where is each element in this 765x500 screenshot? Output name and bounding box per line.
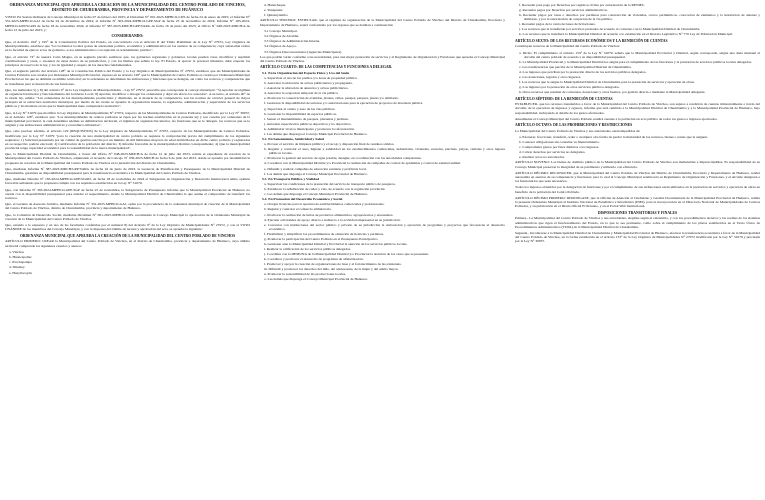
list-item: e. Realizar actos no autorizados. bbox=[519, 155, 565, 160]
list-item: k. Administrar viveros municipales y promover la reforestación. bbox=[264, 126, 355, 131]
article-6-intro: Constituyen recursos de la Municipalidad del Centro Poblado de Vinchos: bbox=[515, 44, 621, 49]
list-item: a. Supervisar el uso de los predios y/o áreas de propiedad pública. bbox=[264, 76, 358, 81]
considerando-paragraph: Que, mediante Informe Nº 387-2023-MDCH/GPP/VARG de fecha 16 de junio de 2023, la Gerencia de Planificación y Presupuesto de la Municipalidad Distrital de Churubamba, garantiza su disponibilidad presupuestal para la transferencia económica a la Municipalidad del Centro Poblado de Vinchos. bbox=[5, 166, 250, 175]
list-item: b. Regular y controlar el aseo, higiene y salubridad en los establecimientos comerciales, industriales, viviendas, escuelas, piscinas, playas, camales y otros lugares públicos locales. bbox=[264, 147, 505, 156]
list-item: i. Sanear el mantenimiento de parques, plazuelas y jardines. bbox=[264, 116, 349, 121]
list-item: e. Las donaciones, legados y otros ingresos. bbox=[519, 75, 582, 80]
list-item: o. Las demás que disponga el Concejo Municipal Provincial de Huánuco. bbox=[264, 277, 369, 282]
article-9: ARTÍCULO NOVENO: Los bienes de dominio público de la Municipalidad del Centro Poblado de Vinchos son inalienables e imprescriptibles. Es responsabilidad de su Concejo Municipal preservar la integridad de su patrimonio y utilizarlo con eficiencia. bbox=[515, 160, 760, 169]
list-item: f. Quisuaytambo bbox=[264, 13, 288, 18]
list-item: a. Dicho: El cumplimiento al artículo 133° de la Ley Nº 31079, señala que la Municipalidad Provincial y Distrital, según corresponda, asigna una dieta mensual al Alcalde del centro poblado de acuerdo a su disponibilidad presupuestal. bbox=[519, 50, 760, 59]
list-item: h. Otros recursos que resulten de convenios, donaciones y otros fuentes, por gestión directa o mediante la Municipalidad delegante. bbox=[519, 90, 706, 95]
list-item: b. Establecer la señalización de calles y vías, de acuerdo con la regulación provincial. bbox=[264, 186, 386, 191]
list-item: b. Contraer obligaciones sin consultar su financiamiento. bbox=[519, 140, 600, 145]
article-10-b: Todos los ingresos obtenidos por la delegación de funciones y por el cumplimiento de sus atribuciones serán utilizados en la prestación de servicios y ejecución de obras en beneficio de la población del Centro Poblado. bbox=[515, 185, 760, 194]
vistos-paragraph: VISTO: En Sesión Ordinaria de Concejo Municipal de fecha 07 de febrero del 2025; el Dictamen N° 001-2025-MPHCO-CDS de fecha 24 de enero de 2025; el Informe N° 331-2025-MPHCO-GAJ de fecha 04 de diciembre de 2024; el Informe Nº 303-2024-MPHCO-GPP-SGP de fecha 25 de noviembre de 2024; Informe N° 183-2024-MPHCO-GPP/SGOD de fecha 18 de noviembre 2024; el Informe Nº 387-2023-MDCH/GPP/VARG de fecha 16 de junio del 2023; el Oficio Nº 048-2023-MDCH/A de fecha 12 de julio del 2023; y; bbox=[5, 15, 250, 32]
list-item: b. Huancapallac bbox=[9, 255, 32, 260]
section-5-3-list bbox=[260, 182, 505, 196]
list-item: d. Huanchaque bbox=[264, 3, 286, 7]
article-8-intro: La Municipalidad del Centro Poblado de Vinchos y sus autoridades, están impedidas de: bbox=[515, 128, 641, 133]
list-item: g. Los ingresos por la prestación de otros servicios públicos delegados. bbox=[519, 85, 620, 90]
section-5-1: 5.1. En la Organización del Espacio Físico y Uso del Suelo bbox=[262, 70, 350, 75]
list-item: e. Huayllacayán bbox=[9, 270, 32, 275]
article-6-heading: ARTÍCULO SEXTO: DE LOS RECURSOS ECONÓMICOS Y LA RENDICIÓN DE CUENTAS bbox=[515, 38, 668, 43]
revenue-list bbox=[515, 3, 760, 37]
list-item: a. Exonerar, fraccionar, transferir, ceder o cualquier otra forma de perder la titularidad de los recursos, bienes o rentas que le asignen. bbox=[519, 135, 708, 140]
list-item: m. Difundir y promover los derechos del niño, del adolescente, de la mujer y del adulto mayor. bbox=[264, 267, 399, 272]
considerando-paragraph: Que, los numerales 5) y 8) del artículo 9° de la Ley Orgánica de Municipalidades – Ley N° 27972, prescribe que corresponde al concejo municipal: "5) Aprobar su régimen de organización interior y funcionamiento del Gobierno Local; 8) Aprobar, modificar o derogar las ordenanzas y dejar sin efecto los acuerdos". A su turno, el artículo 40° de la citada ley, señala: "Las ordenanzas de las municipalidades provinciales y distritales, en la materia de su competencia, son las normas de carácter general de mayor jerarquía en la estructura normativa municipal, por medio de las cuales se aprueba la organización interna, la regulación, administración y supervisión de los servicios públicos y las materias en las que la municipalidad tiene competencia normativa". bbox=[5, 87, 250, 109]
list-item: d. Shismay bbox=[9, 265, 25, 270]
document-title: ORDENANZA MUNICIPAL QUE APRUEBA LA CREACIÓN DE LA MUNICIPALIDAD DEL CENTRO POBLADO DE VINCHOS, DISTRITO DE CHURUBAMBA, PROVINCIA Y DEPARTAMENTO DE HUÁNUCO bbox=[9, 3, 246, 12]
considerando-paragraph: Que, estando a lo expuesto y en uso de las facultades conferidas por el numeral 8) del Artículo 9° de la Ley Orgánica de Municipalidades N° 27972, y con el VOTO UNÁNIME de los miembros del Concejo Municipal, y con la dispensa del trámite de lectura y aprobación del acta, se aprueba la siguiente: bbox=[5, 223, 250, 232]
list-item: a. Vinchos bbox=[9, 249, 24, 254]
article-7-heading: ARTÍCULO SÉPTIMO: DE LA RENDICIÓN DE CUENTAS bbox=[515, 96, 613, 101]
article-3: ARTÍCULO TERCERO: ESTIPULAR, que el régimen de organización de la Municipalidad del Centro Poblado de Vinchos del Distrito de Churubamba, Provincia y Departamento de Huánuco, estará conformado por los órganos que se detallan a continuación: bbox=[260, 18, 505, 27]
considerando-paragraph: Que, el Artículo 194° y 195° de la Constitución Política del Estado, en concordancia con el Artículo II del Título Preliminar de la Ley N° 27972, Ley Orgánica de Municipalidades, establece que "los Gobiernos locales gozan de autonomía política, económica y administrativa en los asuntos de su competencia; cuya autonomía radica en la facultad de ejercer actos de gobierno, actos administrativos con sujeción al ordenamiento jurídico". bbox=[5, 39, 250, 53]
list-item: k. Coordinar y promover el desarrollo de programas de alfabetización. bbox=[264, 257, 364, 262]
considerando-paragraph: Que, el artículo 74° de nuestra Carta Magna, en su segundo párrafo establece que, los gobiernos regionales y gobiernos locales pueden crear, modificar y suprimir contribuciones y tasas, o exonerar de éstas dentro de su jurisdicción, y con los límites que señala la ley. El Estado, al ejercer la potestad tributaria, debe respetar los principios de reserva de la ley, y los de igualdad y respeto de los derechos fundamentales. bbox=[5, 54, 250, 67]
considerando-paragraph: Que, la Comisión de Desarrollo Social, mediante Dictamen N° 001-2025-MPHCO-CDS, recomienda al Concejo Municipal la aprobación de la Ordenanza Municipal de creación de la Municipalidad del Centro Poblado de Vinchos. bbox=[5, 212, 250, 221]
article-7-text: ESTABLECER, que los recursos transferidos a favor de la Municipalidad del Centro Poblado de Vinchos, son sujetos a rendición de cuentas trimestralmente a través del Alcalde, de la ejecución de ingresos y egresos, informe que será remitido a la Municipalidad Distrital de Churubamba y a la Municipalidad Provincial de Huánuco, bajo responsabilidad, incluyendo el detalle de los gastos efectuados. bbox=[515, 102, 760, 115]
considerando-paragraphs bbox=[5, 40, 250, 231]
column-2 bbox=[260, 3, 505, 497]
list-item: g. Recaudar pagos por Derechos por servicios administrativos. bbox=[519, 8, 608, 13]
list-item: 3.3 Órganos de Administración Interna. bbox=[264, 39, 321, 44]
list-item: f. Las demás que disponga el Concejo Municipal Provincial de Huánuco. bbox=[264, 171, 368, 176]
list-item: 3.4 Órganos de Apoyo. bbox=[264, 44, 297, 49]
column-3 bbox=[515, 3, 760, 497]
article-1: ARTÍCULO PRIMERO: CREAR la Municipalidad del Centro Poblado de Vinchos, en el distrito de Churubamba, provincia y departamento de Huánuco, cuyo ámbito territorial comprende los siguientes caseríos y anexos: bbox=[5, 239, 250, 248]
dispositions-heading: DISPOSICIONES TRANSITORIAS Y FINALES bbox=[597, 210, 678, 215]
list-item: a. Proveer el servicio de limpieza pública y el recojo y disposición final de residuos sólidos. bbox=[264, 142, 395, 147]
list-item: h. Gestionar la disponibilidad de espacios públicos. bbox=[264, 111, 337, 116]
considerando-paragraph: Que, el segundo párrafo del artículo 128° de la Constitución Política del Estado y la Ley Orgánica de Municipalidades Nº 27972, establece que las Municipalidades de Centros Poblados son creadas por Ordenanza Municipal Provincial, expresa en su artículo 128° que la Municipalidad de Centro Poblado es creada por Ordenanza Municipal Provincial en las que se delimita su ámbito territorial; en la ordenanza se determinan las atribuciones y funciones que se delegan, así como los recursos y competencias que se transfieren para el desarrollo de sus funciones. bbox=[5, 69, 250, 86]
list-item: n. Promover la sostenibilidad de las producciones locales. bbox=[264, 272, 347, 277]
list-item: i. Realizar la calificación de los servicios públicos delegados. bbox=[264, 246, 352, 251]
disposition-1: Primera.- La Municipalidad del Centro Poblado de Vinchos y sus autoridades, elegidas según el calendario, y con los procedimientos técnicos y las normas de los sistemas administrativos que rigen el funcionamiento del Estado, en lo que le sea pertinente, como sobre el cumplimiento de los plazos establecidos en el Texto Único de Procedimientos Administrativos (TUPA) de la Municipalidad Distrital de Churubamba. bbox=[515, 216, 760, 229]
considerando-paragraph: Que, con Informe Nº 303-2024-MPHCO-GPP-SGP de fecha 25 de noviembre, la Subgerencia de Presupuesto informa que la Municipalidad Provincial de Huánuco no cuenta con la disponibilidad presupuestal para atender el requerimiento, siendo la Municipalidad Distrital de Churubamba la que asume el compromiso de transferir los recursos. bbox=[5, 187, 250, 200]
article-6-list bbox=[515, 51, 760, 95]
list-item: f. Recaudar para pago por Derechos por registros civiles por autorización de la RENIEC. bbox=[519, 3, 646, 7]
article-11: ARTÍCULO DÉCIMO PRIMERO: DISPONGASE, que la Oficina de Atención al Ciudadano y Gestión Documentaria de la Municipalidad Provincial de Huánuco, remita la presente Ordenanza Municipal al Instituto Nacional de Estadística e Informática (INEI), para la incorporación en el Directorio Nacional de Municipalidades de Centros Poblados, y su publicación en el Diario Oficial El Peruano, y en el Portal Web Institucional. bbox=[515, 195, 760, 209]
list-item: h. Recaudar pagos por tasas o derechos por permisos para construcción de viviendas, cercos perimétricos, colocación de elementos y la instalación de antenas y similares, y por la autorización de ocupación de la vía pública. bbox=[519, 13, 760, 22]
disposition-2: Segunda.- Involúcrese a la Municipalidad Distrital de Churubamba y Municipalidad Provincial de Huánuco, efectuar la transferencia económica a favor de la Municipalidad del Centro Poblado de Vinchos, en la forma establecida en el artículo 133° de la Ley Orgánica de Municipalidades N° 27972 modificada por la Ley N° 31079 y precisada por la Ley N° 30937. bbox=[515, 231, 760, 244]
list-item: e. Promover la conservación de avenidas, jirones, calles, pasajes, parques, plazas y/o similares. bbox=[264, 96, 399, 101]
section-5-4-list bbox=[260, 202, 505, 281]
article-4-heading: ARTÍCULO CUARTO: DE LAS COMPETENCIAS Y FUNCIONES A DELEGAR. bbox=[260, 65, 393, 70]
list-item: a. Otorgar licencias para la apertura de establecimientos comerciales y profesionales. bbox=[264, 202, 385, 207]
considerando-paragraph: Que, cabe precisar además, el artículo 129 (REQUISITOS) de la Ley Orgánica de Municipalidades Nº 27972, respecto de las Municipalidades de Centros Poblados, modificado por la Ley N° 31079 "para la creación de una municipalidad de centro poblado se requiere la comprobación previa del cumplimiento de los siguientes requisitos: 1) Solicitud presentada por un comité de gestión suscrita por un mínimo de mil habitantes mayores de edad domiciliados en dicho centro poblado y registrados en su respectivo padrón electoral; 2) Certificación de la población del distrito; 3) Informe favorable de la municipalidad distrital correspondiente; 4) Que la municipalidad provincial tenga capacidad económica para la sostenibilidad de la nueva municipalidad". bbox=[5, 129, 250, 151]
organs-note: Los que podrán variar conforme a las necesidades, para una mejor prestación de servicios y el Reglamento de Organización y Funciones que apruebe el Concejo Municipal del Centro Poblado de Vinchos. bbox=[260, 54, 505, 63]
list-item: c. Las transferencias que perciba de la Municipalidad Distrital de Churubamba. bbox=[519, 64, 632, 69]
article-8-heading: ARTÍCULO OCTAVO: DE LAS PROHIBICIONES Y RESTRICCIONES bbox=[515, 123, 633, 128]
list-item: j. Coordinar con la DEMUNA de la Municipalidad Distrital y/o Provincial la atención de los casos que se presenten. bbox=[264, 252, 429, 256]
section-5-1-list bbox=[260, 76, 505, 136]
list-item: f. Flexibilizar y simplificar los procedimientos de obtención de licencias y permisos. bbox=[264, 231, 384, 236]
list-item: i. Recaudar pagos de la venta de bases de licitaciones. bbox=[519, 22, 596, 27]
list-item: e. Yanapuntu bbox=[264, 8, 283, 13]
list-item: d. Autorizar la ocupación temporal de la vía pública. bbox=[264, 91, 339, 96]
list-item: 3.2 Órganos de Alcaldía. bbox=[264, 34, 300, 39]
article-7-text-2: Anualmente el Concejo Municipal del Centro Poblado rendirá cuentas a la población en acto público de todos los gastos e ingresos ejecutados. bbox=[515, 116, 718, 121]
article-10: ARTÍCULO DÉCIMO: RECONOCER, que la Municipalidad del Centro Poblado de Vinchos del Distrito de Churubamba, Provincia y Departamento de Huánuco, tendrá autonomía en asuntos de su competencia y funciones; para lo cual el Concejo Municipal establecerá su Reglamento de Organización y Funciones, y el Alcalde designará a los funcionarios que sean necesarios. bbox=[515, 170, 760, 184]
list-item: 3.5 Órganos Desconcentrados (Agencias Municipales) bbox=[264, 49, 342, 54]
list-item: g. Promover la participación del Centro Poblado en el Presupuesto Participativo. bbox=[264, 236, 379, 241]
list-item: d. Cobrar derechos por servicios no delegados. bbox=[519, 150, 586, 155]
section-5-2: 5.2. En Saneamiento, Salubridad y Salud bbox=[262, 136, 324, 141]
list-item: c. Las demás que disponga el Concejo Municipal Provincial de Huánuco. bbox=[264, 192, 369, 197]
list-item: l. Las demás que disponga el Concejo Municipal Provincial de Huánuco. bbox=[264, 131, 368, 136]
considerando-paragraph: Que, mediante Informe Nº 183-2024-MPHCO-GPP/SGOD, de fecha 18 de noviembre de 2024 el Subgerente de Organización y Desarrollo Institucional emite opinión favorable señalando que la propuesta cumple con los requisitos establecidos en la Ley N° 31079. bbox=[5, 177, 250, 186]
list-item: l. Promover y apoyar la creación de organizaciones de base y el fortalecimiento de las existentes. bbox=[264, 262, 402, 267]
list-item: h. Gestionar ante la Municipalidad Distrital y Provincial la atención de los servicios públicos locales. bbox=[264, 241, 408, 246]
list-item: c. Promover la realización de ferias de productos alimenticios, agropecuarios y artesanales. bbox=[264, 212, 394, 217]
list-item: g. Supervisar el ornato y aseo de las vías públicas. bbox=[264, 106, 336, 111]
list-item: c. Pacchapampa bbox=[9, 260, 32, 265]
list-item: b. La Municipalidad Provincial y la Municipalidad Distrital les asigna para el cumplimiento de las funciones y la prestación de servicios públicos locales delegados. bbox=[519, 59, 752, 64]
list-item: a. Supervisar las condiciones de la prestación del servicio de transporte público de pasajeros. bbox=[264, 181, 396, 186]
section-5-2-list bbox=[260, 142, 505, 176]
list-item: 3.1 Concejo Municipal. bbox=[264, 28, 298, 33]
list-item: e. Difundir y realizar campañas de educación sanitaria y profilaxis local. bbox=[264, 166, 367, 171]
article-1-list bbox=[5, 250, 250, 275]
column-1 bbox=[5, 3, 250, 497]
organs-list bbox=[260, 29, 505, 54]
list-item: f. Los recursos que le asigne la Municipalidad Distrital de Churubamba para la prestación de servicios y ejecución de obras. bbox=[519, 80, 695, 85]
list-item: b. Regular y controlar el comercio ambulatorio. bbox=[264, 207, 332, 212]
list-item: c. Promover la gestión del servicio de agua potable, desagüe, en coordinación con las autoridades competentes. bbox=[264, 156, 422, 161]
considerando-paragraph: Que, la Municipalidad Distrital de Churubamba, a través del Oficio N° 048-2023-MDCH/A de fecha 12 de julio del 2023, remite el expediente de creación de la Municipalidad del Centro Poblado de Vinchos, adjuntando el Acuerdo de Concejo Nº 039-2023-MDCH de fecha 6 de julio del 2023, donde se aprueba por unanimidad la propuesta de creación de la Municipalidad del Centro Poblado de Vinchos en la jurisdicción del distrito de Churubamba. bbox=[5, 152, 250, 165]
list-item: j. Los recursos que le transfieran por servicios prestados de acuerdo al convenio con la Municipalidad Distrital de Churubamba. bbox=[519, 27, 701, 32]
caserios-list bbox=[260, 3, 505, 17]
list-item: d. Coordinar con la Municipalidad Distrital y/o Provincial la realización de campañas de control de epidemias y control de sanidad animal. bbox=[264, 161, 461, 166]
considerando-paragraph: Que, el Gerente de Asesoría Jurídica, mediante Informe Nº 331-2025-MPHCO-GAJ, opina por la procedencia de la ordenanza municipal de creación de la Municipalidad del Centro Poblado de Vinchos, distrito de Churubamba, provincia y departamento de Huánuco. bbox=[5, 202, 250, 211]
list-item: b. Autorizar la ubicación de avisos publicitarios y propaganda. bbox=[264, 81, 353, 86]
list-item: c. Comprometer gastos por fines distintos a los ingresos. bbox=[519, 145, 600, 150]
list-item: d. Ejecutar actividades de apoyo directo e indirecto a la actividad empresarial en su jurisdicción. bbox=[264, 217, 401, 222]
list-item: d. Los ingresos que perciban por la prestación directa de los servicios públicos delegados. bbox=[519, 70, 647, 75]
list-item: e. Concertar con instituciones del sector público y privado de su jurisdicción la elaboración y ejecución de programas y proyectos que favorezcan el desarrollo económico. bbox=[264, 222, 505, 231]
considerando-paragraph: Que, la Ley N° 31079 que modifica la Ley Orgánica de Municipalidades N° 27972, respecto de las Municipalidades de Centros Poblados, modificado por la Ley N° 30937, en el Artículo 128°, establece que: "Las municipalidades de centros poblados se rigen por las normas establecidas en la presente ley y son creadas por ordenanza de la municipalidad provincial, la cual determina además su delimitación territorial, el régimen de organización interior, las funciones que se le delegan, los recursos que se le asignan y sus atribuciones administrativas y económico-tributarias". bbox=[5, 110, 250, 128]
list-item: f. Gestionar la disponibilidad de terrenos y/o autorizaciones para la ejecución de proyectos de inversión pública. bbox=[264, 101, 424, 106]
section-5-3: 5.3. En Transporte Público y Vialidad bbox=[262, 176, 319, 181]
ordenanza-heading: ORDENANZA MUNICIPAL QUE APRUEBA LA CREACIÓN DE LA MUNICIPALIDAD DEL CENTRO POBLADO DE VINCHOS bbox=[19, 233, 236, 238]
considerando-heading: CONSIDERANDO: bbox=[111, 34, 144, 39]
section-5-4: 5.4. En Promoción del Desarrollo Económico y Social bbox=[262, 197, 343, 202]
list-item: c. Autorizar la ubicación de anuncios y avisos publicitarios. bbox=[264, 86, 349, 91]
list-item: k. Los recursos que le transfiera la Municipalidad Distrital de acuerdo a lo establecido en el Decreto Legislativo N° 776 Ley de Tributación Municipal. bbox=[519, 32, 734, 37]
article-8-list bbox=[515, 135, 760, 159]
list-item: j. Autorizar espectáculos públicos deportivos y no deportivos. bbox=[264, 121, 352, 126]
